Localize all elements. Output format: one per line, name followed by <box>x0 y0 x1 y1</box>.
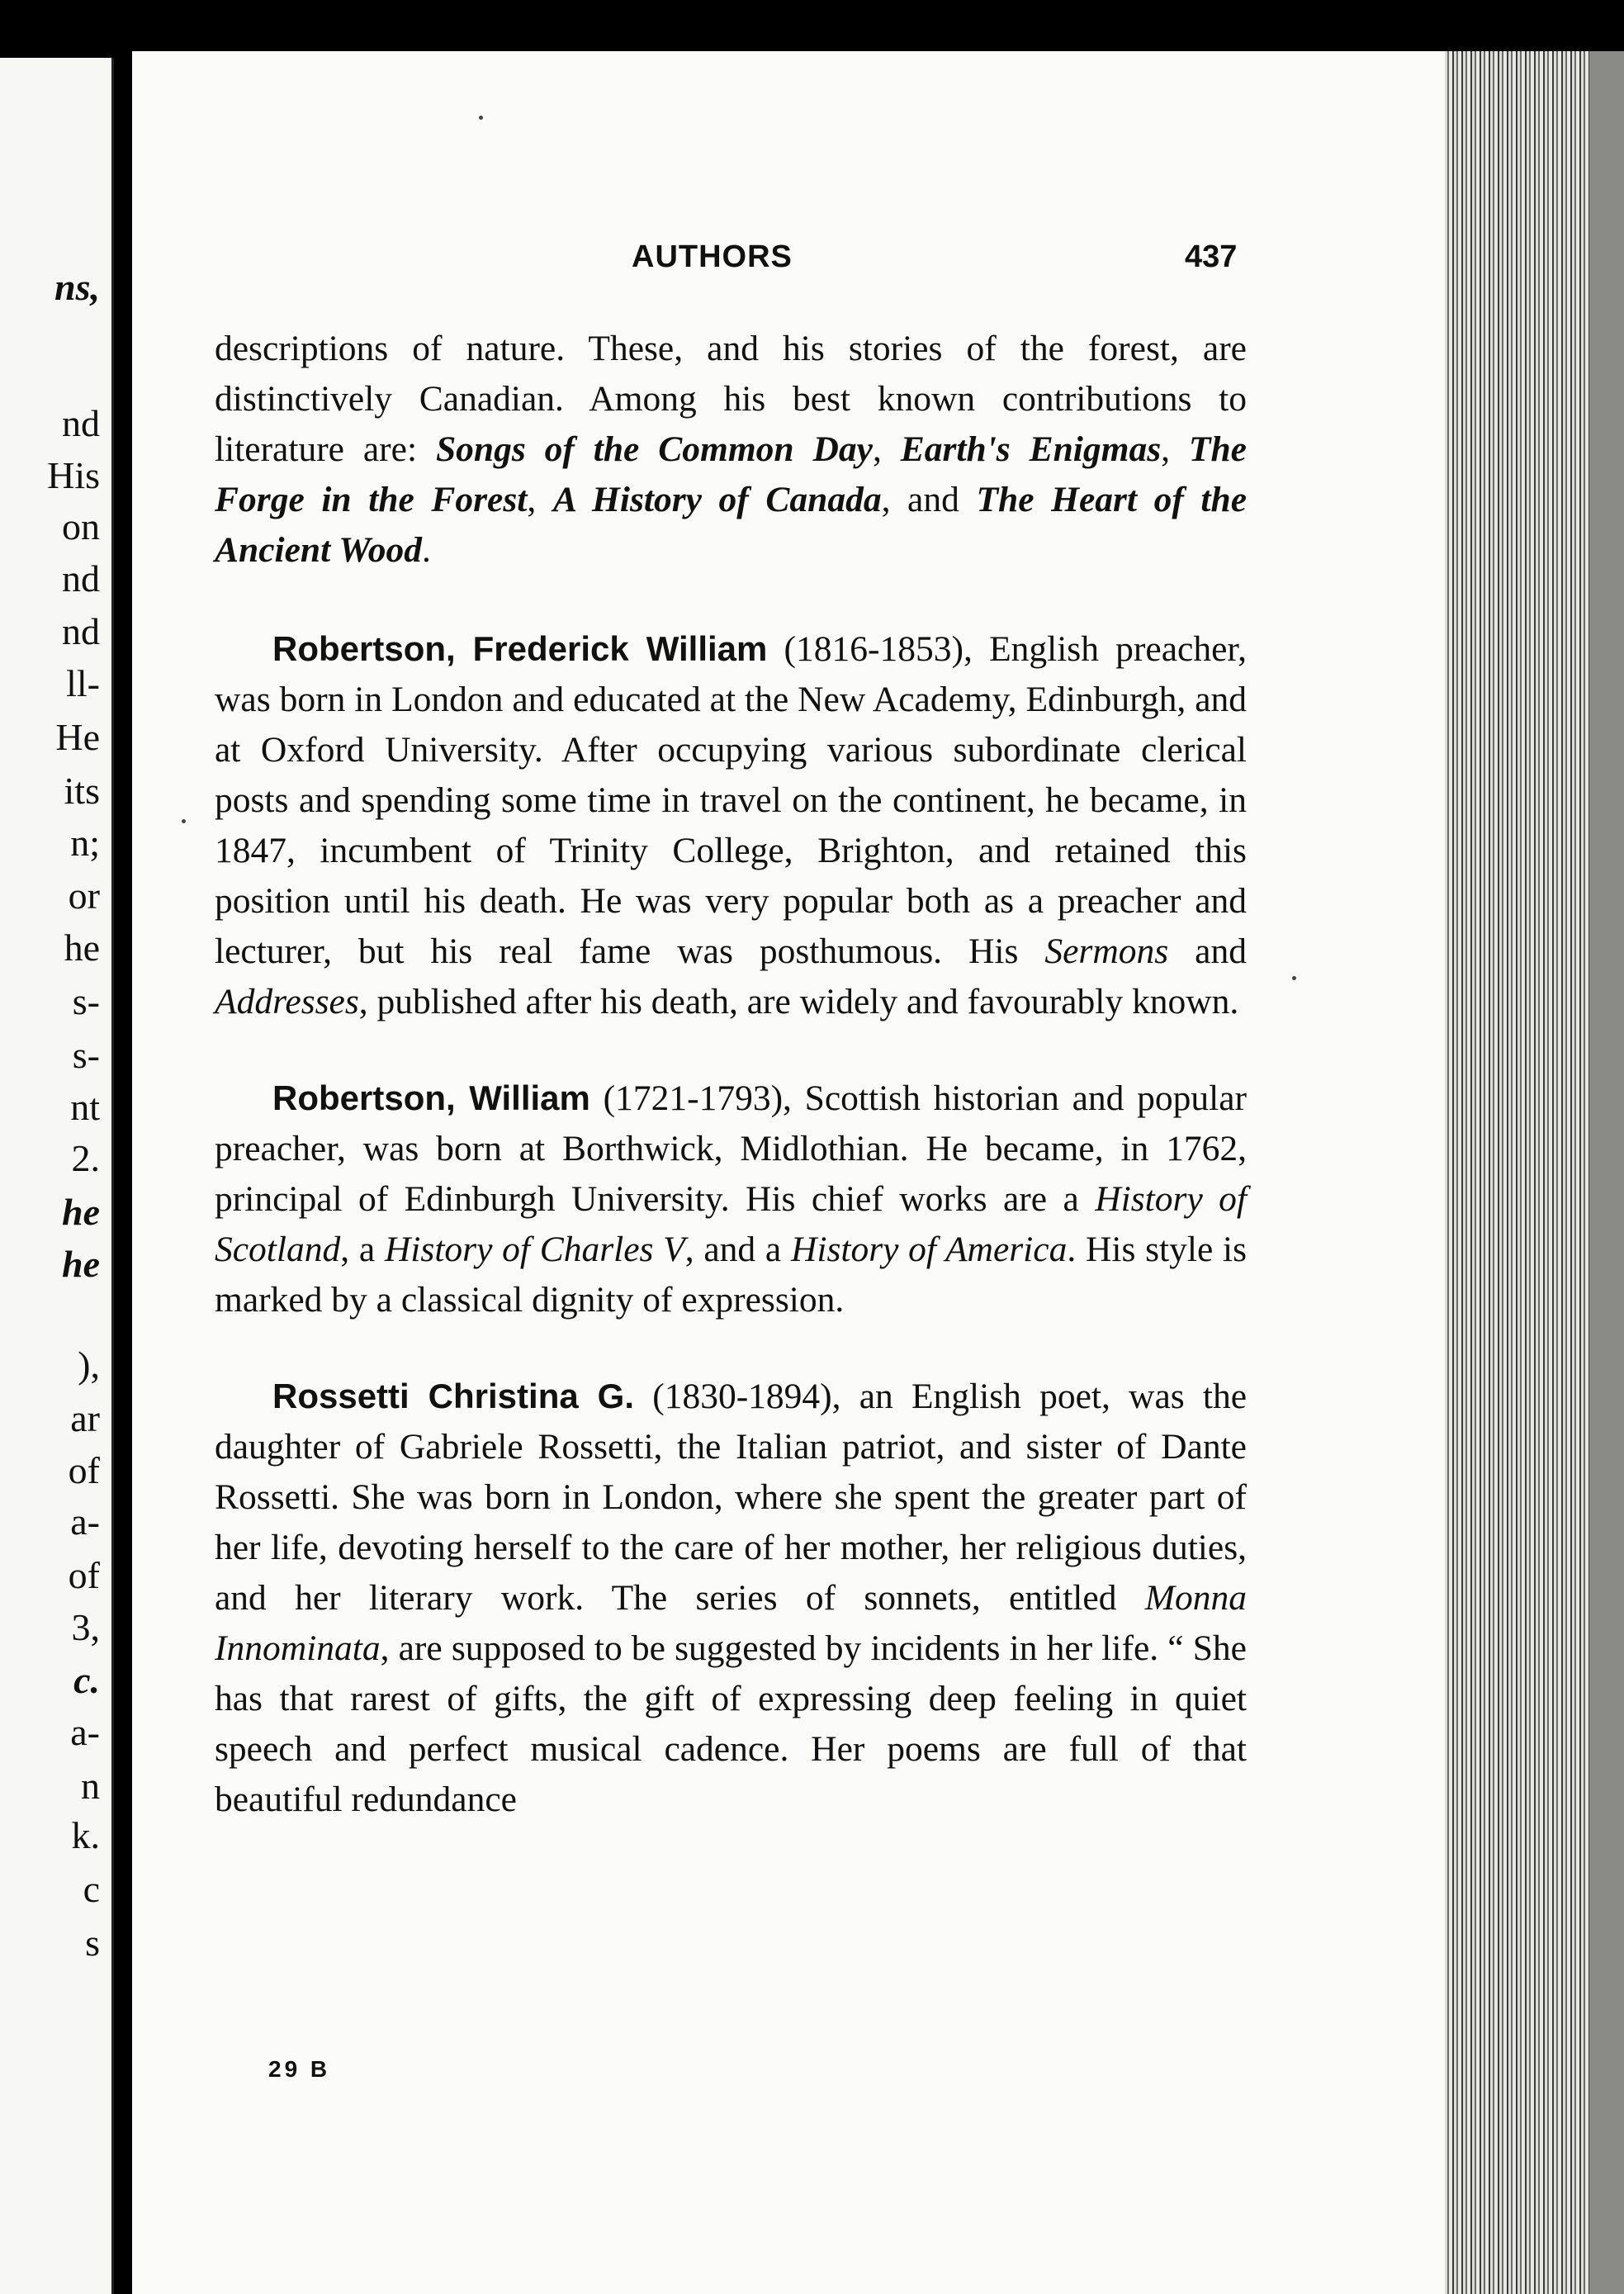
previous-page-text-fragment: s- <box>72 1034 100 1076</box>
paper-speck <box>479 116 483 120</box>
previous-page-text-fragment: ar <box>70 1397 100 1439</box>
previous-page-text-fragment: He <box>55 716 100 758</box>
work-title: History of Scotland <box>215 1179 1248 1269</box>
previous-page-text-fragment: nd <box>62 557 100 600</box>
text: , published after his death, are widely and favourably known. <box>358 982 1239 1021</box>
text: , <box>527 480 553 519</box>
work-title: Addresses <box>215 982 359 1021</box>
entry-name: Robertson, Frederick William <box>272 629 768 668</box>
previous-page-text-fragment: n <box>81 1765 100 1807</box>
previous-page-text-fragment: c. <box>73 1659 100 1701</box>
previous-page-text-fragment: ns, <box>54 266 100 308</box>
page-header <box>132 239 1445 289</box>
book-page <box>132 51 1445 2294</box>
text: , <box>872 429 901 469</box>
work-title: The Forge in the Forest <box>215 429 1247 519</box>
text: , are supposed to be suggested by incidents in her life. “ She has that rarest of gifts, the gift of expressing deep feeling in quiet speech and perfect musical cadence. Her poems are full of that beautiful redundance <box>215 1628 1247 1819</box>
previous-page-text-fragment: ll- <box>66 662 100 704</box>
text: and <box>1168 931 1247 971</box>
text: . <box>421 530 431 570</box>
paper-speck <box>1292 976 1296 980</box>
text: (1721-1793), Scottish historian and popular preacher, was born at Borthwick, Midlothian. He became, in 1762, principal of Edinburgh University. His chief works are a <box>215 1078 1247 1219</box>
work-title: The Heart of the Ancient Wood <box>215 480 1248 570</box>
previous-page-text-fragment: a- <box>70 1711 100 1753</box>
previous-page-text-fragment: c <box>83 1868 100 1910</box>
entry-robertson-william <box>215 1073 1247 1325</box>
previous-page-edge <box>0 58 114 2294</box>
paper-speck <box>182 819 186 823</box>
page-body <box>215 324 1247 1870</box>
work-title: Monna Innominata <box>215 1578 1247 1668</box>
previous-page-text-fragment: ), <box>78 1344 100 1386</box>
previous-page-text-fragment: s <box>85 1922 100 1964</box>
previous-page-text-fragment: he <box>64 927 100 969</box>
previous-page-text-fragment: on <box>62 505 100 547</box>
text: , and a <box>684 1230 791 1269</box>
running-head: AUTHORS <box>632 239 793 274</box>
entry-name: Robertson, William <box>272 1078 590 1117</box>
previous-page-text-fragment: of <box>68 1554 100 1596</box>
text: descriptions of nature. These, and his stories of the forest, are distinctively Canadian. Among his best known contributions to literature are: <box>215 329 1247 469</box>
entry-robertson-frederick <box>215 623 1247 1027</box>
work-title: History of Charles V <box>384 1230 685 1269</box>
printer-signature-mark: 29 B <box>268 2056 331 2082</box>
previous-page-text-fragment: His <box>47 454 100 496</box>
page-edges <box>1445 51 1624 2294</box>
previous-page-text-fragment: k. <box>71 1814 100 1856</box>
previous-page-text-fragment: nt <box>70 1086 100 1128</box>
previous-page-text-fragment: a- <box>70 1500 100 1543</box>
previous-page-text-fragment: nd <box>62 402 100 444</box>
entry-name: Rossetti Christina G. <box>272 1377 635 1415</box>
entry-rossetti-christina <box>215 1371 1247 1825</box>
work-title: A History of Canada <box>552 480 882 519</box>
previous-page-text-fragment: 2. <box>71 1137 100 1179</box>
work-title: Earth's Enigmas <box>900 429 1162 469</box>
previous-page-text-fragment: n; <box>70 822 100 864</box>
text: . His style is marked by a classical dignity of expression. <box>215 1230 1248 1320</box>
page-number: 437 <box>1185 239 1238 274</box>
text: , a <box>340 1230 385 1269</box>
text: , and <box>881 480 977 519</box>
text: (1816-1853), English preacher, was born in London and educated at the New Academy, Edinburgh, and at Oxford University. After occupying various subordinate clerical posts and spending some time in travel on the continent, he became, in 1847, incumbent of Trinity College, Brighton, and retained this position until his death. He was very popular both as a preacher and lecturer, but his real fame was posthumous. His <box>215 629 1247 971</box>
previous-page-text-fragment: he <box>62 1191 100 1233</box>
text: , <box>1161 429 1189 469</box>
work-title: Songs of the Common Day <box>435 429 873 469</box>
work-title: History of America <box>790 1230 1068 1269</box>
text: (1830-1894), an English poet, was the daughter of Gabriele Rossetti, the Italian patriot, and sister of Dante Rossetti. She was born in London, where she spent the greater part of her life, devoting herself to the care of her mother, her religious duties, and her literary work. The series of sonnets, entitled <box>215 1377 1248 1618</box>
previous-page-text-fragment: its <box>64 770 100 812</box>
work-title: Sermons <box>1044 931 1169 971</box>
previous-page-text-fragment: 3, <box>71 1606 100 1648</box>
previous-page-text-fragment: he <box>62 1243 100 1285</box>
previous-page-text-fragment: s- <box>72 980 100 1022</box>
previous-page-text-fragment: nd <box>62 610 100 652</box>
previous-page-text-fragment: of <box>68 1449 100 1491</box>
previous-page-text-fragment: or <box>68 874 100 917</box>
entry-continuation <box>215 324 1247 576</box>
